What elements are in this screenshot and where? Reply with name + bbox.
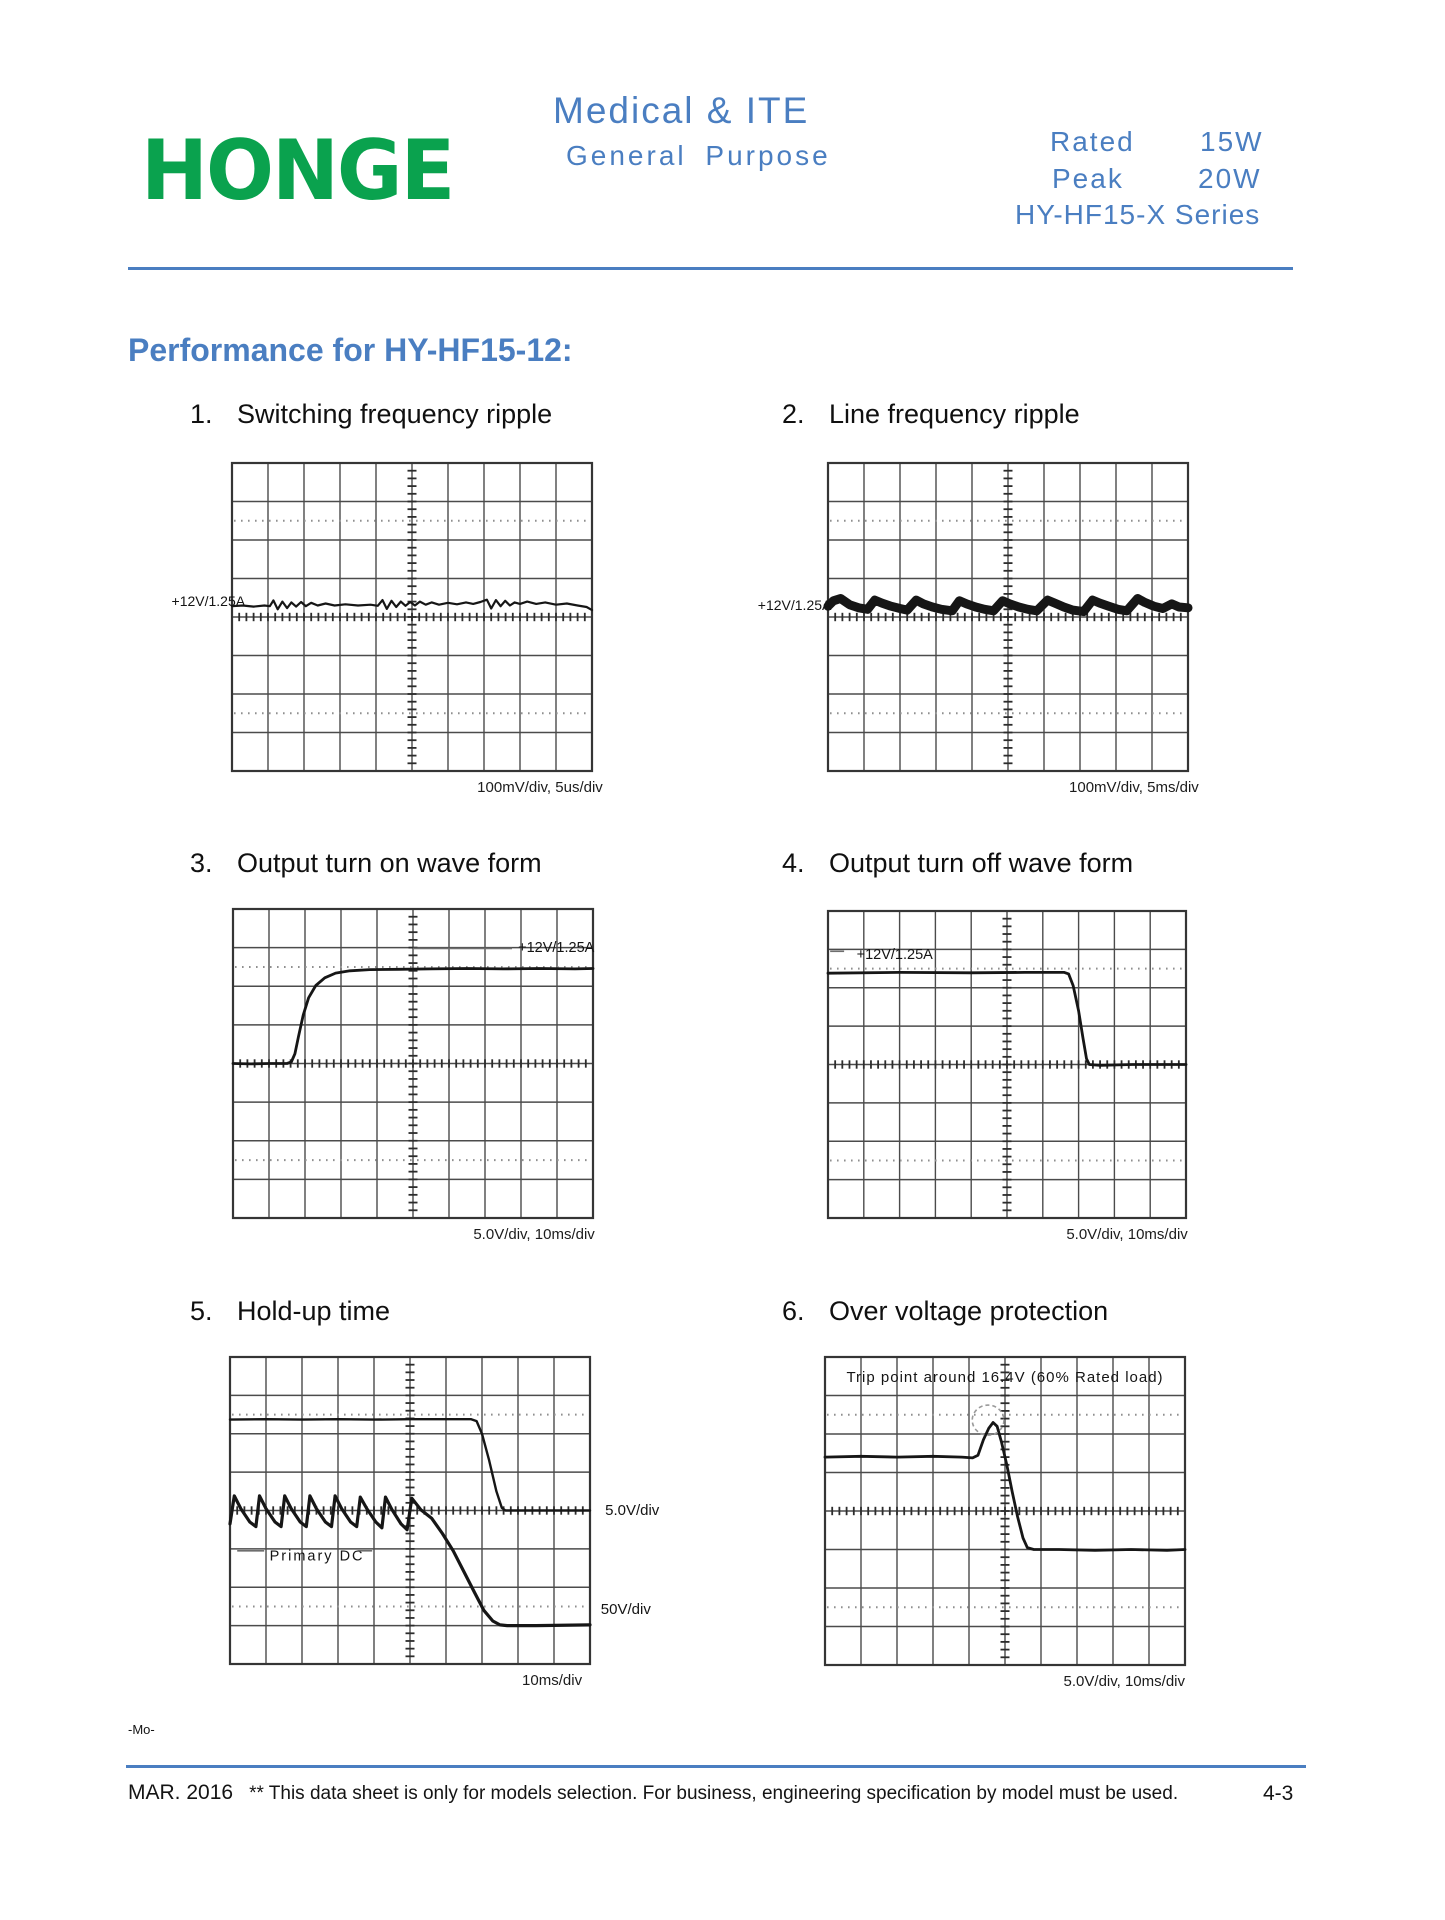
section-heading: Performance for HY-HF15-12: bbox=[128, 332, 573, 368]
header-subcategory: General Purpose bbox=[566, 140, 831, 171]
plot-6-number: 6. bbox=[782, 1296, 805, 1326]
rated-value: 15W bbox=[1200, 126, 1264, 157]
plot-1-label: Switching frequency ripple bbox=[237, 399, 553, 429]
oscilloscope-plot-1 bbox=[102, 441, 722, 823]
plot-6-label: Over voltage protection bbox=[829, 1296, 1109, 1326]
plot-4-number: 4. bbox=[782, 848, 805, 878]
annotation-label: +12V/1.25A bbox=[856, 946, 933, 963]
annotation-label: +12V/1.25A bbox=[518, 940, 595, 957]
plot-2-number: 2. bbox=[782, 399, 805, 429]
annotation-label: 50V/div bbox=[600, 1601, 651, 1619]
plot-4-label: Output turn off wave form bbox=[829, 848, 1134, 878]
peak-value: 20W bbox=[1198, 163, 1262, 194]
footer-disclaimer: ** This data sheet is only for models selection. For business, engineering specification by model must be used. bbox=[249, 1783, 1179, 1804]
plot-5-label: Hold-up time bbox=[237, 1296, 391, 1326]
annotation-label: 5.0V/div bbox=[605, 1502, 660, 1520]
oscilloscope-plot-4 bbox=[698, 889, 1316, 1270]
plot-1-number: 1. bbox=[190, 399, 213, 429]
side-note: -Mo- bbox=[128, 1722, 155, 1737]
plot-6-title bbox=[782, 1296, 1108, 1327]
honge-logo: HONGE bbox=[141, 122, 454, 219]
plot-3-title bbox=[190, 848, 542, 879]
annotation-label: +12V/1.25A bbox=[171, 593, 246, 610]
footer-date: MAR. 2016 bbox=[128, 1781, 234, 1804]
plot-5-number: 5. bbox=[190, 1296, 213, 1326]
oscilloscope-plot-3 bbox=[103, 887, 723, 1270]
footer-line bbox=[128, 1781, 1178, 1805]
plot-3-number: 3. bbox=[190, 848, 213, 878]
plot-caption: 5.0V/div, 10ms/div bbox=[473, 1226, 595, 1243]
plot-2-label: Line frequency ripple bbox=[829, 399, 1080, 429]
oscilloscope-plot-6 bbox=[695, 1335, 1315, 1717]
peak-label: Peak bbox=[1052, 163, 1124, 194]
plot-caption: 100mV/div, 5us/div bbox=[477, 779, 603, 796]
annotation-label: Trip point around 16.4V (60% Rated load) bbox=[846, 1369, 1164, 1387]
plot-1-title bbox=[190, 399, 552, 430]
plot-caption: 10ms/div bbox=[522, 1672, 583, 1689]
plot-caption: 5.0V/div, 10ms/div bbox=[1066, 1226, 1188, 1243]
annotation-label: Primary DC bbox=[269, 1548, 365, 1565]
plot-caption: 100mV/div, 5ms/div bbox=[1069, 779, 1199, 796]
plot-5-title bbox=[190, 1296, 390, 1327]
plot-3-label: Output turn on wave form bbox=[237, 848, 542, 878]
rated-label: Rated bbox=[1050, 126, 1135, 157]
plot-4-title bbox=[782, 848, 1133, 879]
footer-divider bbox=[126, 1765, 1306, 1768]
plot-2-title bbox=[782, 399, 1080, 430]
oscilloscope-plot-2 bbox=[698, 441, 1318, 823]
annotation-label: +12V/1.25A bbox=[757, 596, 832, 613]
header-category: Medical & ITE bbox=[553, 90, 810, 131]
series-name: HY-HF15-X Series bbox=[1015, 199, 1261, 230]
plot-caption: 5.0V/div, 10ms/div bbox=[1063, 1673, 1185, 1690]
oscilloscope-plot-5 bbox=[100, 1335, 720, 1716]
page-number: 4-3 bbox=[1263, 1782, 1294, 1805]
header-divider bbox=[128, 267, 1293, 270]
